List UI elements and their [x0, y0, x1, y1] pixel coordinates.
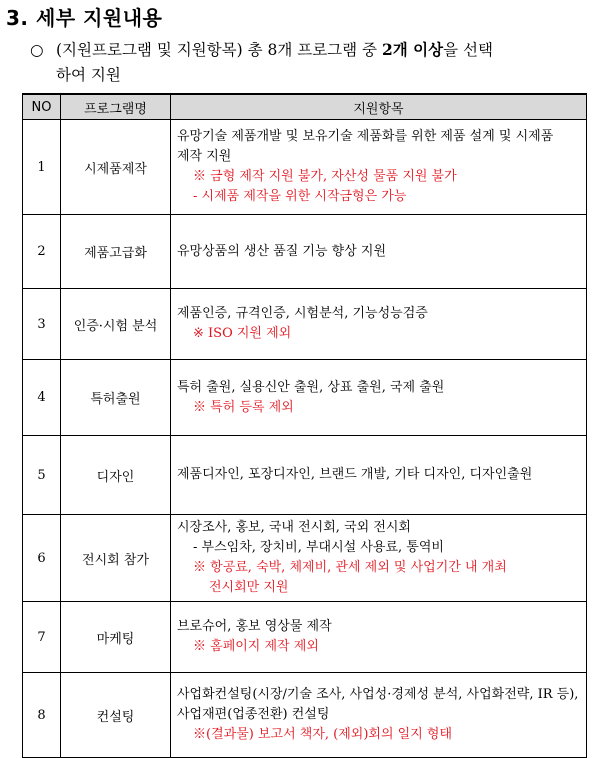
program-name: 디자인	[61, 436, 171, 515]
support-note-line: - 시제품 제작을 위한 시작금형은 가능	[193, 189, 407, 204]
row-number: 5	[23, 436, 61, 515]
support-items-cell	[171, 360, 587, 436]
table-row	[23, 515, 587, 602]
program-name: 컨설팅	[61, 673, 171, 758]
support-items-cell	[171, 215, 587, 289]
intro-text-bold: 2개 이상	[381, 40, 444, 59]
support-note-line: ※ 특허 등록 제외	[193, 399, 294, 415]
support-item-line: 제품디자인, 포장디자인, 브랜드 개발, 기타 디자인, 디자인출원	[177, 467, 533, 482]
intro-paragraph	[30, 37, 590, 88]
support-item-line: 시장조사, 홍보, 국내 전시회, 국외 전시회	[177, 520, 411, 535]
circle-bullet-icon: ○	[30, 41, 44, 59]
header-support-items: 지원항목	[171, 94, 587, 120]
support-item-line: 사업재편(업종전환) 컨설팅	[177, 707, 330, 722]
support-item-line: 사업화컨설팅(시장/기술 조사, 사업성·경제성 분석, 사업화전략, IR 등),	[177, 687, 579, 702]
program-name: 전시회 참가	[61, 515, 171, 602]
table-header-row	[23, 94, 587, 120]
support-item-line: 브로슈어, 홍보 영상물 제작	[177, 619, 332, 634]
support-item-line: 유망기술 제품개발 및 보유기술 제품화를 위한 제품 설계 및 시제품	[177, 129, 554, 144]
support-items-cell	[171, 120, 587, 215]
table-row	[23, 673, 587, 758]
intro-text-part1: (지원프로그램 및 지원항목) 총 8개 프로그램 중	[56, 41, 382, 59]
support-item-line: 유망상품의 생산 품질 기능 향상 지원	[177, 243, 387, 259]
program-name: 마케팅	[61, 602, 171, 673]
intro-text-line2: 하여 지원	[56, 66, 121, 84]
row-number: 3	[23, 289, 61, 360]
support-note-line: ※ 항공료, 숙박, 체제비, 관세 제외 및 사업기간 내 개최	[193, 560, 507, 575]
table-row	[23, 436, 587, 515]
row-number: 6	[23, 515, 61, 602]
support-note-line: ※ 홈페이지 제작 제외	[193, 639, 319, 654]
table-row	[23, 215, 587, 289]
table-row	[23, 602, 587, 673]
support-item-line: - 부스임차, 장치비, 부대시설 사용료, 통역비	[193, 540, 444, 555]
support-note-line: ※ 금형 제작 지원 불가, 자산성 물품 지원 불가	[193, 169, 457, 184]
support-note-line: ※ ISO 지원 제외	[193, 326, 292, 341]
table-row	[23, 120, 587, 215]
support-note-line: 전시회만 지원	[209, 580, 289, 595]
row-number: 4	[23, 360, 61, 436]
intro-text-part2: 을 선택	[443, 41, 493, 59]
row-number: 7	[23, 602, 61, 673]
program-name: 인증·시험 분석	[61, 289, 171, 360]
header-no: NO	[23, 94, 61, 120]
program-name: 제품고급화	[61, 215, 171, 289]
support-item-line: 제품인증, 규격인증, 시험분석, 기능성능검증	[177, 306, 428, 321]
support-items-cell	[171, 673, 587, 758]
row-number: 1	[23, 120, 61, 215]
support-item-line: 특허 출원, 실용신안 출원, 상표 출원, 국제 출원	[177, 379, 445, 395]
row-number: 2	[23, 215, 61, 289]
support-note-line: ※(결과물) 보고서 책자, (제외)회의 일지 형태	[193, 727, 453, 742]
support-items-cell	[171, 602, 587, 673]
program-name: 특허출원	[61, 360, 171, 436]
support-items-cell	[171, 515, 587, 602]
table-row	[23, 289, 587, 360]
section-heading: 3. 세부 지원내용	[6, 6, 163, 30]
support-items-cell	[171, 436, 587, 515]
support-items-cell	[171, 289, 587, 360]
header-program-name: 프로그램명	[61, 94, 171, 120]
program-name: 시제품제작	[61, 120, 171, 215]
support-item-line: 제작 지원	[177, 149, 232, 164]
table-row	[23, 360, 587, 436]
program-table	[22, 93, 587, 758]
row-number: 8	[23, 673, 61, 758]
